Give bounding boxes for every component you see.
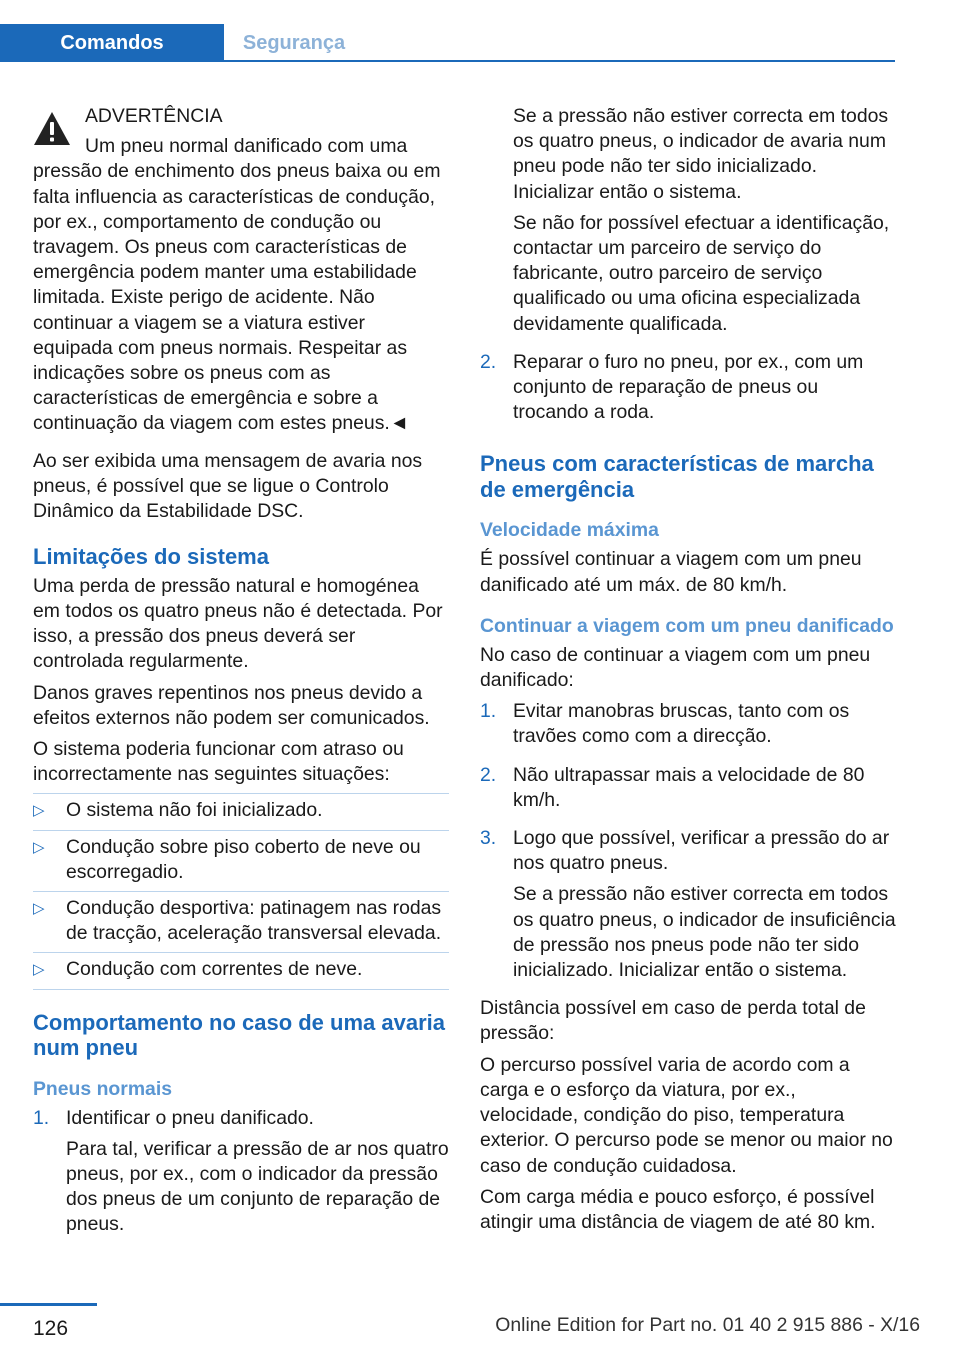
step-detail: Se não for possível efectuar a identificação, contactar um parceiro de serviço do fabricante, outro parceiro de serviço qualificado ou uma oficina especializada devidamente qualificada. xyxy=(513,211,890,335)
step-detail: Para tal, verificar a pressão de ar nos quatro pneus, por ex., com o indicador da pressão dos pneus de um conjunto de reparação de pneus. xyxy=(66,1137,449,1236)
step-text: Identificar o pneu danificado. xyxy=(66,1106,314,1129)
step-number: 2. xyxy=(480,763,497,786)
list-item xyxy=(33,793,449,830)
step-detail: Se a pressão não estiver correcta em todos os quatro pneus, o indicador de insuficiência de pressão nos pneus pode não ter sido inicializado. Inicializar então o sistema. xyxy=(513,883,896,982)
step-body xyxy=(513,763,896,819)
step-continuation xyxy=(480,104,896,343)
step-body xyxy=(513,350,896,432)
step-text: Não ultrapassar mais a velocidade de 80 km/h. xyxy=(513,763,865,811)
warning-title: ADVERTÊNCIA xyxy=(85,105,223,127)
continue-intro: No caso de continuar a viagem com um pneu danificado: xyxy=(480,643,871,692)
behaviour-heading: Comportamento no caso de uma avaria num pneu xyxy=(33,1009,445,1061)
step-number: 2. xyxy=(480,350,497,373)
list-item-text: Condução sobre piso coberto de neve ou escorregadio. xyxy=(66,835,421,883)
list-item xyxy=(33,831,449,892)
step-detail: Se a pressão não estiver correcta em todos os quatro pneus, o indicador de avaria num pneu pode não ter sido inicializado. Inicializar então o sistema. xyxy=(513,105,889,203)
step-text: Logo que possível, verificar a pressão do ar nos quatro pneus. xyxy=(513,827,890,875)
distance-label: Distância possível em caso de perda total de pressão: xyxy=(480,997,866,1045)
normal-tyres-heading: Pneus normais xyxy=(33,1077,173,1100)
tab-comandos[interactable]: Comandos xyxy=(0,24,224,62)
max-speed-heading: Velocidade máxima xyxy=(480,519,659,542)
limits-paragraph: O sistema poderia funcionar com atraso ou incorrectamente nas seguintes situações: xyxy=(33,737,404,786)
triangle-bullet-icon: ▷ xyxy=(33,838,45,856)
step-item xyxy=(480,699,896,755)
distance-text: O percurso possível varia de acordo com a carga e o esforço da viatura, por ex., velocidade, condição do piso, temperatura exterior. O percurso pode se menor ou maior no caso de condução cuidadosa. xyxy=(480,1053,893,1177)
intro-paragraph: Ao ser exibida uma mensagem de avaria nos pneus, é possível que se ligue o Controlo Dinâmico da Estabilidade DSC. xyxy=(33,449,423,523)
warning-block xyxy=(33,104,449,437)
triangle-bullet-icon: ▷ xyxy=(33,802,45,820)
right-column xyxy=(480,104,896,1241)
step-number: 1. xyxy=(33,1106,50,1129)
step-item xyxy=(480,826,896,989)
distance-average: Com carga média e pouco esforço, é possível atingir uma distância de viagem de até 80 km. xyxy=(480,1185,876,1233)
edition-footer: Online Edition for Part no. 01 40 2 915 886 - X/16 xyxy=(495,1314,920,1336)
step-body xyxy=(513,826,896,989)
step-text: Reparar o furo no pneu, por ex., com um conjunto de reparação de pneus ou trocando a roda. xyxy=(513,350,864,424)
step-item xyxy=(33,1106,449,1244)
limits-heading: Limitações do sistema xyxy=(33,544,269,570)
step-number: 3. xyxy=(480,827,497,850)
step-body xyxy=(513,104,896,343)
step-body xyxy=(513,699,896,755)
header-tab-bar xyxy=(0,24,895,62)
step-text: Evitar manobras bruscas, tanto com os travões como com a direcção. xyxy=(513,700,850,748)
list-item-text: Condução com correntes de neve. xyxy=(66,958,363,981)
runflat-heading: Pneus com características de marcha de emergência xyxy=(480,451,874,502)
footer-rule xyxy=(0,1303,97,1306)
situations-list xyxy=(33,793,449,989)
continue-heading: Continuar a viagem com um pneu danificado xyxy=(480,614,894,637)
triangle-bullet-icon: ▷ xyxy=(33,899,45,917)
step-number: 1. xyxy=(480,700,497,723)
step-item xyxy=(480,763,896,819)
list-item xyxy=(33,892,449,953)
max-speed-text: É possível continuar a viagem com um pneu danificado até um máx. de 80 km/h. xyxy=(480,548,862,596)
limits-paragraph: Danos graves repentinos nos pneus devido a efeitos externos não podem ser comunicados. xyxy=(33,681,430,729)
left-column xyxy=(33,104,449,1251)
step-body xyxy=(66,1106,449,1244)
list-item xyxy=(33,953,449,989)
triangle-bullet-icon: ▷ xyxy=(33,961,45,979)
tab-seguranca[interactable]: Segurança xyxy=(242,32,346,54)
list-item-text: Condução desportiva: patinagem nas rodas de tracção, aceleração transversal elevada. xyxy=(66,896,442,945)
limits-paragraph: Uma perda de pressão natural e homogénea em todos os quatro pneus não é detectada. Por isso, a pressão dos pneus deverá ser controlada regularmente. xyxy=(33,574,443,673)
step-item xyxy=(480,350,896,432)
list-item-text: O sistema não foi inicializado. xyxy=(66,799,323,822)
warning-triangle-icon xyxy=(33,110,71,148)
warning-body: Um pneu normal danificado com uma pressão de enchimento dos pneus baixa ou em falta influencia as características de condução, por ex., comportamento de condução ou travagem. Os pneus com características de emergência podem manter uma estabilidade limitada. Existe perigo de acidente. Não continuar a viagem se a viatura estiver equipada com pneus normais. Respeitar as indicações sobre os pneus com as características de emergência e sobre a continuação da viagem com estes pneus.◄ xyxy=(33,135,441,435)
page-number: 126 xyxy=(33,1317,69,1340)
